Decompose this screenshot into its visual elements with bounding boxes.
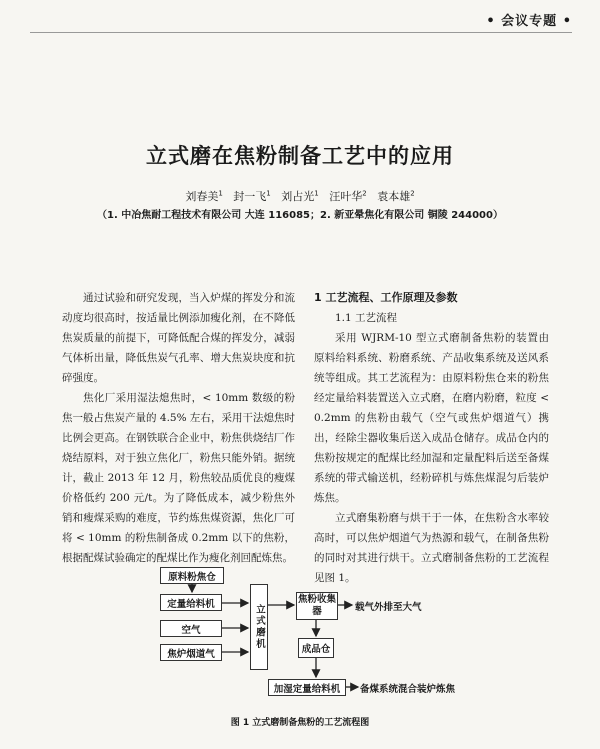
figure-caption: 图 1 立式磨制备焦粉的工艺流程图 [230, 718, 370, 728]
box-air: 空气 [160, 620, 222, 637]
author: 刘春美$^1$ [185, 189, 223, 203]
box-collector: 焦粉收集器 [296, 592, 338, 620]
section-heading: 1 工艺流程、工作原理及参数 [314, 291, 458, 304]
author: 袁本雄$^2$ [377, 189, 415, 203]
paragraph: 立式磨集粉磨与烘干于一体，在焦粉含水率较高时，可以焦炉烟道气为热源和载气，在制备焦粉的同时对其进行烘干。立式磨制备焦粉的工艺流程见图 1。 [314, 512, 549, 584]
article-title: 立式磨在焦粉制备工艺中的应用 [146, 144, 454, 168]
subsection-heading: 1.1 工艺流程 [335, 312, 398, 324]
affiliation: （1. 中冶焦耐工程技术有限公司 大连 116085；2. 新亚晕焦化有限公司 铜陵 244000） [97, 210, 503, 221]
box-product-bin: 成品仓 [298, 638, 334, 658]
author: 刘占光$^1$ [281, 189, 319, 203]
author: 封一飞$^1$ [233, 189, 271, 203]
label-exhaust: 载气外排至大气 [355, 602, 422, 613]
author: 汪叶华$^2$ [329, 189, 367, 203]
label-to-coal: 备煤系统混合装炉炼焦 [360, 684, 456, 695]
paragraph: 焦化厂采用湿法熄焦时，< 10mm 数级的粉焦一般占焦炭产量的 4.5% 左右，采用干法熄焦时比例会更高。在钢铁联合企业中，粉焦供烧结厂作烧结原料，对于独立焦化厂，粉焦只能外销。据统计，截止 2013 年 12 月，粉焦较品质优良的瘦煤价格低约 200 元/t。为了降低成本，减少粉焦外销和瘦煤采购的难度，节约炼焦煤资源，焦化厂可将 < 10mm 的粉焦制备成 0.2mm 以下的焦粉，根据配煤试验确定的配煤比作为瘦化剂回配炼焦。 [62, 392, 295, 564]
box-mill: 立式磨机 [250, 584, 268, 670]
section-label: • 会议专题 • [486, 14, 572, 29]
box-raw-bin: 原料粉焦仓 [160, 567, 224, 584]
box-flue-gas: 焦炉烟道气 [160, 644, 222, 661]
paragraph: 通过试验和研究发现，当入炉煤的挥发分和流动度均很高时，按适量比例添加瘦化剂，在不降低焦炭质量的前提下，可降低配合煤的挥发分，减弱气体析出量，降低焦炭气孔率、增大焦炭块度和抗碎强度。 [62, 292, 295, 384]
box-wet-feeder: 加湿定量给料机 [268, 679, 346, 696]
box-feeder: 定量给料机 [160, 594, 222, 611]
paragraph: 采用 WJRM-10 型立式磨制备焦粉的装置由原料给料系统、粉磨系统、产品收集系统及送风系统等组成。其工艺流程为：由原料粉焦仓来的粉焦经定量给料装置送入立式磨，在磨内粉磨，粒度 < 0.2mm 的焦粉由载气（空气或焦炉烟道气）携出，经除尘器收集后送入成品仓储存。成品仓内的焦粉按规定的配煤比经加湿和定量配料后送至备煤系统的带式输送机，经粉碎机与炼焦煤混匀后装炉炼焦。 [314, 332, 549, 504]
